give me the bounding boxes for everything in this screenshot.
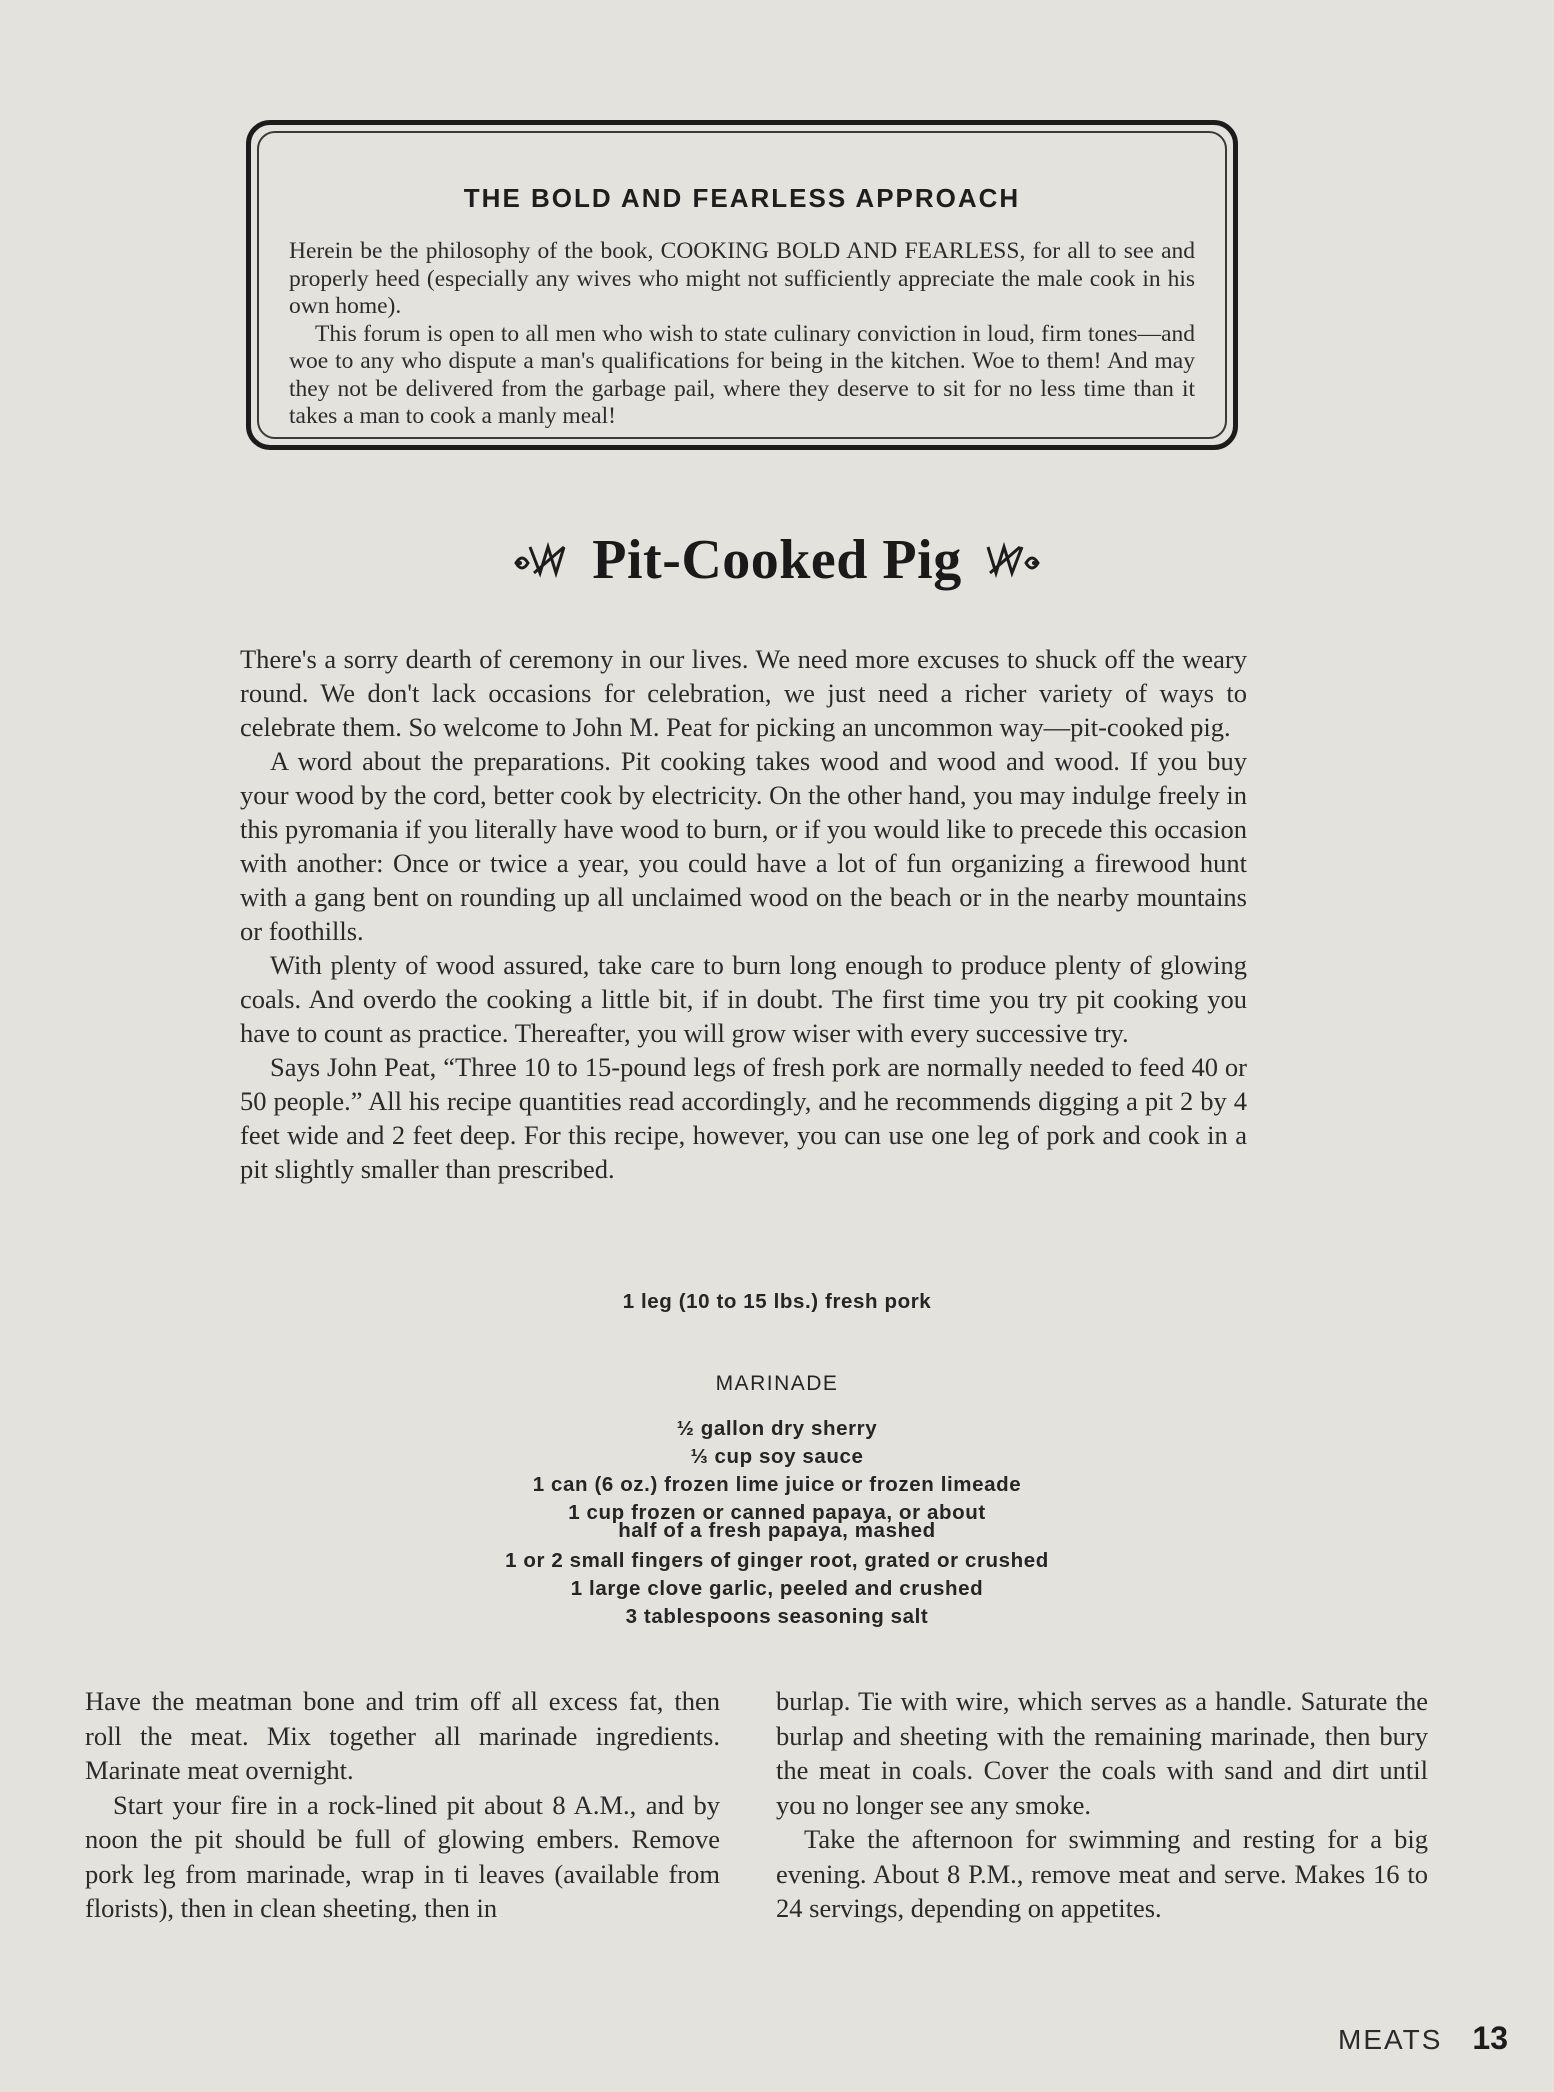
marinade-heading: MARINADE [715,1372,839,1395]
intro-paragraph-1: Herein be the philosophy of the book, COOKING BOLD AND FEARLESS, for all to see and properly heed (especially any wives who might not sufficiently appreciate the male cook in his own home). [289,238,1195,319]
ingredient-line: 1 cup frozen or canned papaya, or about [568,1501,986,1524]
ingredient-line: half of a fresh papaya, mashed [618,1519,936,1542]
intro-box-inner-frame [257,131,1227,439]
page-footer [1338,2020,1508,2057]
directions-paragraph: Have the meatman bone and trim off all excess fat, then roll the meat. Mix together all marinade ingredients. Marinate meat overnight. [85,1686,720,1785]
directions-paragraph: Take the afternoon for swimming and resting for a big evening. About 8 P.M., remove meat and serve. Makes 16 to 24 servings, depending on appetites. [776,1824,1428,1923]
body-paragraph: With plenty of wood assured, take care to burn long enough to produce plenty of glowing coals. And overdo the cooking a little bit, if in doubt. The first time you try pit cooking you have to count as practice. Thereafter, you will grow wiser with every successive try. [240,950,1247,1048]
ingredient-line: 1 large clove garlic, peeled and crushed [570,1577,984,1600]
marinade-ingredient-list [0,1415,1554,1631]
directions-left-column [85,1684,720,1926]
ingredient-line: 1 or 2 small fingers of ginger root, grated or crushed [505,1549,1049,1572]
main-ingredient: 1 leg (10 to 15 lbs.) fresh pork [622,1290,932,1313]
ingredient-line: ⅓ cup soy sauce [690,1445,864,1468]
body-paragraph: Says John Peat, “Three 10 to 15-pound legs of fresh pork are normally needed to feed 40 or 50 people.” All his recipe quantities read accordingly, and he recommends digging a pit 2 by 4 feet wide and 2 feet deep. For this recipe, however, you can use one leg of pork and cook in a pit slightly smaller than prescribed. [240,1052,1247,1184]
body-paragraph: A word about the preparations. Pit cooking takes wood and wood and wood. If you buy your wood by the cord, better cook by electricity. On the other hand, you may indulge freely in this pyromania if you literally have wood to burn, or if you would like to precede this occasion with another: Once or twice a year, you could have a lot of fun organizing a firewood hunt with a gang bent on rounding up all unclaimed wood on the beach or in the nearby mountains or foothills. [240,746,1247,946]
right-ornament-icon [984,533,1042,587]
left-ornament-icon [512,533,570,587]
page-number: 13 [1472,2020,1508,2056]
section-name: MEATS [1338,2024,1443,2055]
recipe-title: Pit-Cooked Pig [592,529,962,591]
directions-paragraph: Start your fire in a rock-lined pit about 8 A.M., and by noon the pit should be full of glowing embers. Remove pork leg from marinade, wrap in ti leaves (available from florists), then in clean sheeting, then in [85,1789,720,1923]
ingredient-line: ½ gallon dry sherry [676,1417,878,1440]
recipe-introduction [240,642,1247,1186]
recipe-title-row [0,528,1554,592]
directions-right-column [776,1684,1428,1926]
directions-paragraph: burlap. Tie with wire, which serves as a handle. Saturate the burlap and sheeting with the remaining marinade, then bury the meat in coals. Cover the coals with sand and dirt until you no longer see any smoke. [776,1686,1428,1820]
intro-box [246,120,1238,450]
ingredient-line: 1 can (6 oz.) frozen lime juice or frozen limeade [532,1473,1022,1496]
intro-title: THE BOLD AND FEARLESS APPROACH [463,183,1021,213]
ingredient-line: 3 tablespoons seasoning salt [625,1605,929,1628]
intro-paragraph-2: This forum is open to all men who wish to state culinary conviction in loud, firm tones—and woe to any who dispute a man's qualifications for being in the kitchen. Woe to them! And may they not be delivered from the garbage pail, where they deserve to sit for no less time than it takes a man to cook a manly meal! [289,320,1195,429]
body-paragraph: There's a sorry dearth of ceremony in our lives. We need more excuses to shuck off the weary round. We don't lack occasions for celebration, we just need a richer variety of ways to celebrate them. So welcome to John M. Peat for picking an uncommon way—pit-cooked pig. [240,644,1247,742]
